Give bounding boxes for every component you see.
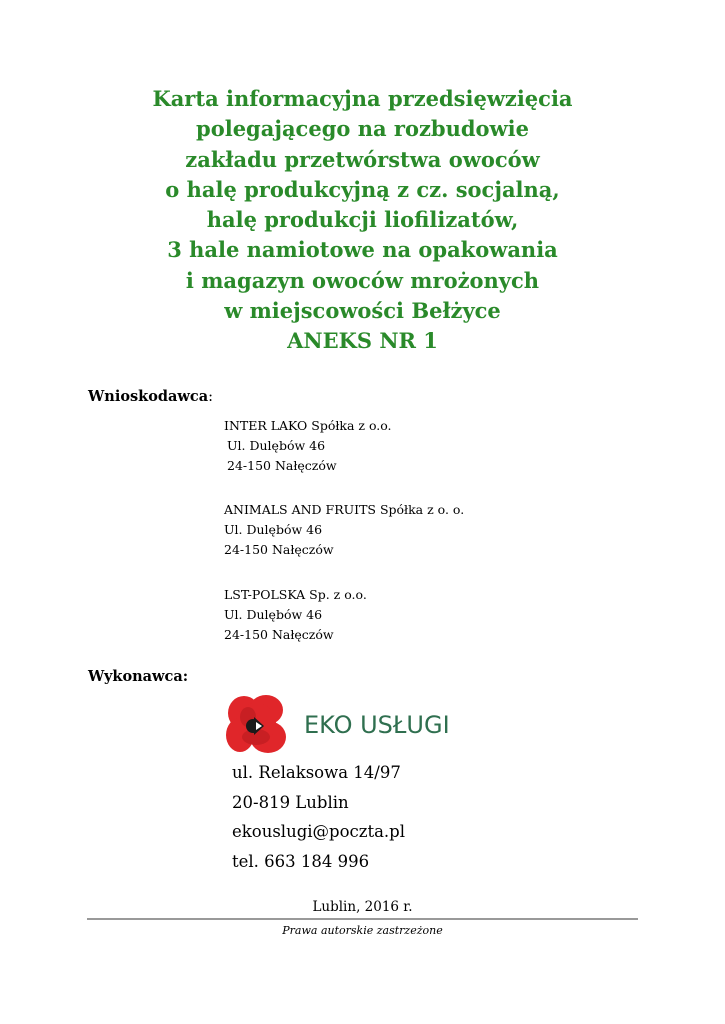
poppy-flower-icon: [226, 693, 288, 757]
annex-number: ANEKS NR 1: [287, 328, 438, 354]
applicant-street: Ul. Dulębów 46: [224, 607, 323, 622]
title-line: o halę produkcyjną z cz. socjalną,: [165, 176, 560, 202]
applicant-entry: [224, 585, 367, 645]
applicant-name: LST-POLSKA Sp. z o.o.: [224, 587, 367, 602]
applicant-entry: [224, 416, 392, 476]
copyright-notice: Prawa autorskie zastrzeżone: [282, 924, 443, 937]
title-line: polegającego na rozbudowie: [196, 116, 529, 142]
applicant-name: ANIMALS AND FRUITS Spółka z o. o.: [224, 502, 465, 517]
applicant-entry: [224, 500, 464, 560]
document-title: [0, 84, 725, 357]
contractor-contact: [232, 758, 405, 876]
applicant-label-colon: :: [208, 389, 214, 405]
contractor-phone: tel. 663 184 996: [232, 851, 370, 871]
applicant-street: Ul. Dulębów 46: [227, 438, 326, 453]
contractor-label: Wykonawca:: [88, 668, 189, 685]
contractor-city: 20-819 Lublin: [232, 792, 349, 812]
company-logo: [226, 693, 450, 757]
applicant-label: [88, 388, 213, 405]
footer-divider: [87, 918, 638, 920]
logo-wordmark: EKO USŁUGI: [304, 711, 450, 739]
contractor-email: ekouslugi@poczta.pl: [232, 822, 406, 841]
applicant-city: 24-150 Nałęczów: [224, 542, 334, 557]
place-and-date: Lublin, 2016 r.: [312, 899, 413, 915]
title-line: zakładu przetwórstwa owoców: [185, 146, 540, 172]
applicant-city: 24-150 Nałęczów: [224, 627, 334, 642]
title-line: w miejscowości Bełżyce: [224, 298, 501, 324]
title-line: 3 hale namiotowe na opakowania: [167, 237, 558, 263]
applicant-label-text: Wnioskodawca: [88, 388, 209, 405]
contractor-street: ul. Relaksowa 14/97: [232, 763, 401, 782]
applicant-city: 24-150 Nałęczów: [227, 458, 337, 473]
title-line: halę produkcji liofilizatów,: [206, 207, 519, 233]
title-line: i magazyn owoców mrożonych: [185, 267, 540, 293]
applicant-street: Ul. Dulębów 46: [224, 522, 323, 537]
applicant-name: INTER LAKO Spółka z o.o.: [224, 418, 392, 433]
title-line: Karta informacyjna przedsięwzięcia: [152, 86, 573, 111]
